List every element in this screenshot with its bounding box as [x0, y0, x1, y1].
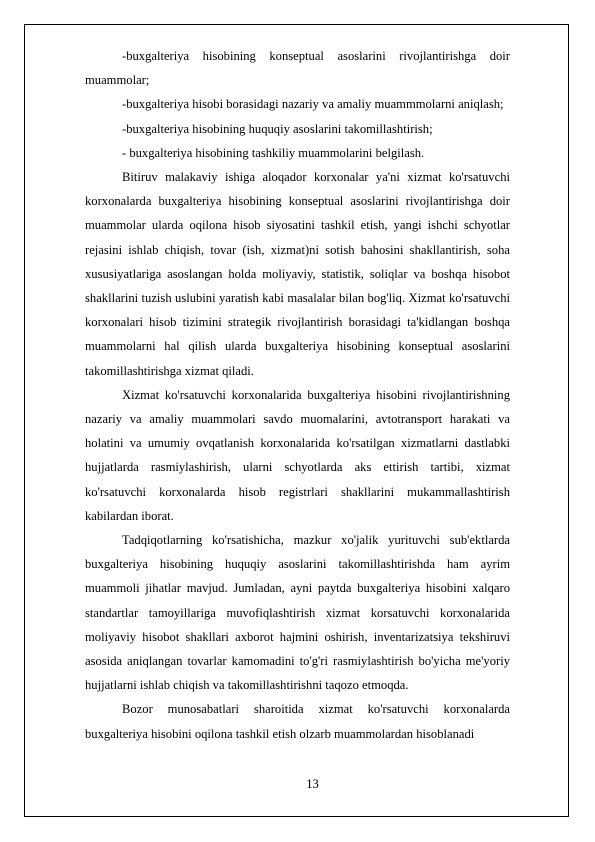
body-text: [85, 44, 510, 746]
list-item-conceptual-problems: -buxgalteriya hisobining konseptual asoslarini rivojlantirishga doir muammolar;: [85, 49, 510, 88]
paragraph-market-relations: Bozor munosabatlari sharoitida xizmat ko'rsatuvchi korxonalarda buxgalteriya hisobini oqilona tashkil etish olzarb muammolardan hisoblanadi: [85, 702, 510, 741]
page-number: 13: [306, 777, 319, 791]
paragraph-thesis-context: Bitiruv malakaviy ishiga aloqador korxonalar ya'ni xizmat ko'rsatuvchi korxonalarda buxgalteriya hisobining konseptual asoslarini rivojlantirishga doir muammolar ularda oqilona hisob siyosatini tashkil etish, yangi ishchi schyotlar rejasini ishlab chiqish, tovar (ish, xizmat)ni sotish bahosini shakllantirish, soha xususiyatlariga asoslangan holda moliyaviy, statistik, soliqlar va boshqa hisobot shakllarini tuzish uslubini yaratish kabi masalalar bilan bog'liq. Xizmat ko'rsatuvchi korxonalari hisob tizimini strategik rivojlantirish borasidagi ta'kidlangan boshqa muammolarni hal qilish ularda buxgalteriya hisobining konseptual asoslarini takomillashtirishga xizmat qiladi.: [85, 170, 510, 378]
list-item-theory-practice: -buxgalteriya hisobi borasidagi nazariy va amaliy muammmolarni aniqlash;: [122, 97, 504, 112]
list-item-organizational-problems: - buxgalteriya hisobining tashkiliy muammolarini belgilash.: [122, 145, 425, 160]
paragraph-research-findings: Tadqiqotlarning ko'rsatishicha, mazkur xo'jalik yurituvchi sub'ektlarda buxgalteriya hisobining huquqiy asoslarini takomillashtirishda ham ayrim muammoli jihatlar mavjud. Jumladan, ayni paytda buxgalteriya hisobini xalqaro standartlar tamoyillariga muvofiqlashtirish xizmat korsatuvchi korxonalarida moliyaviy hisobot shakllari axborot hajmini oshirish, inventarizatsiya tekshiruvi asosida aniqlangan tovarlar kamomadini to'g'ri rasmiylashtirish bo'yicha me'yoriy hujjatlarni ishlab chiqish va takomillashtirishni taqozo etmoqda.: [85, 533, 510, 693]
paragraph-service-enterprises: Xizmat ko'rsatuvchi korxonalarida buxgalteriya hisobini rivojlantirishning nazariy va amaliy muammolari savdo muomalarini, avtotransport harakati va holatini va umumiy ovqatlanish korxonalarida ko'rsatilgan xizmatlarni dastlabki hujjatlarda rasmiylashirish, ularni schyotlarda aks ettirish tartibi, xizmat ko'rsatuvchi korxonalarda hisob registrlari shakllarini mukammallashtirish kabilardan iborat.: [85, 387, 510, 523]
list-item-legal-basis: -buxgalteriya hisobining huquqiy asoslarini takomillashtirish;: [122, 121, 433, 136]
